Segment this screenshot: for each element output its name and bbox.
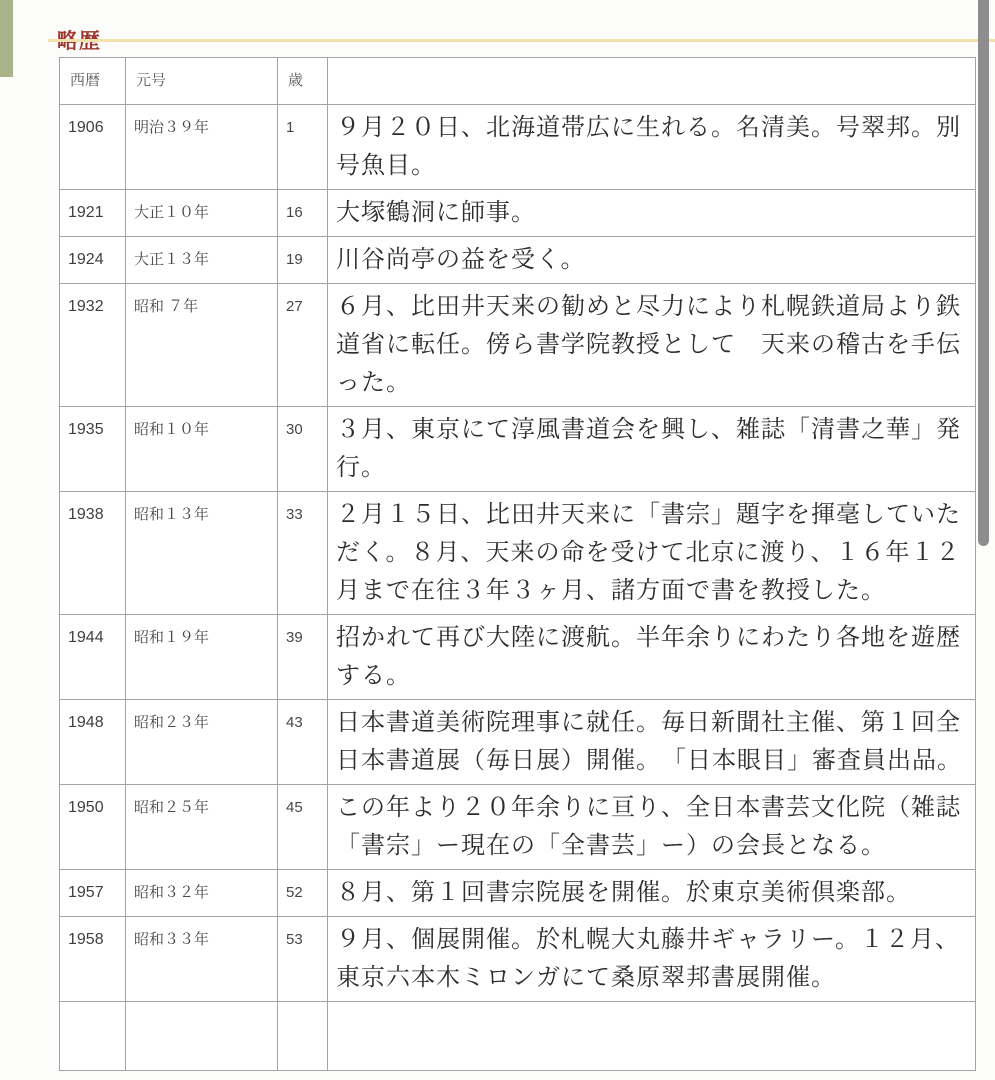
year-cell: 1906 bbox=[60, 105, 126, 190]
age-cell: 53 bbox=[278, 917, 328, 1002]
title-underline-rule bbox=[48, 39, 995, 42]
table-row bbox=[60, 492, 976, 615]
year-cell: 1935 bbox=[60, 407, 126, 492]
year-cell: 1948 bbox=[60, 700, 126, 785]
year-cell: 1924 bbox=[60, 237, 126, 284]
table-row bbox=[60, 700, 976, 785]
event-cell: ８月、第１回書宗院展を開催。於東京美術倶楽部。 bbox=[328, 870, 976, 917]
year-cell: 1958 bbox=[60, 917, 126, 1002]
year-cell: 1921 bbox=[60, 190, 126, 237]
accent-bar bbox=[0, 0, 13, 77]
era-cell: 昭和３２年 bbox=[126, 870, 278, 917]
age-cell: 19 bbox=[278, 237, 328, 284]
age-cell: 39 bbox=[278, 615, 328, 700]
table-row bbox=[60, 105, 976, 190]
event-cell: ３月、東京にて淳風書道会を興し、雑誌「清書之華」発行。 bbox=[328, 407, 976, 492]
era-cell bbox=[126, 1002, 278, 1071]
age-cell: 1 bbox=[278, 105, 328, 190]
table-row bbox=[60, 407, 976, 492]
era-cell: 大正１３年 bbox=[126, 237, 278, 284]
table-row bbox=[60, 284, 976, 407]
table-row bbox=[60, 917, 976, 1002]
table-row bbox=[60, 785, 976, 870]
event-cell: 日本書道美術院理事に就任。毎日新聞社主催、第１回全日本書道展（毎日展）開催。 「日本眼目」審査員出品。 bbox=[328, 700, 976, 785]
age-cell: 45 bbox=[278, 785, 328, 870]
event-cell: この年より２０年余りに亘り、全日本書芸文化院（雑誌「書宗」ー現在の「全書芸」ー）の会長となる。 bbox=[328, 785, 976, 870]
age-cell: 33 bbox=[278, 492, 328, 615]
era-cell: 昭和２５年 bbox=[126, 785, 278, 870]
age-cell bbox=[278, 1002, 328, 1071]
table-header-row bbox=[60, 58, 976, 105]
table-row bbox=[60, 615, 976, 700]
column-header-year: 西暦 bbox=[60, 58, 126, 105]
age-cell: 16 bbox=[278, 190, 328, 237]
era-cell: 明治３９年 bbox=[126, 105, 278, 190]
column-header-era: 元号 bbox=[126, 58, 278, 105]
table-row bbox=[60, 870, 976, 917]
event-cell: ６月、比田井天来の勧めと尽力により札幌鉄道局より鉄道省に転任。傍ら書学院教授として 天来の稽古を手伝った。 bbox=[328, 284, 976, 407]
era-cell: 昭和１０年 bbox=[126, 407, 278, 492]
event-cell: ９月、個展開催。於札幌大丸藤井ギャラリー。１２月、東京六本木ミロンガにて桑原翠邦書展開催。 bbox=[328, 917, 976, 1002]
history-table bbox=[59, 57, 976, 1071]
event-cell: 川谷尚亭の益を受く。 bbox=[328, 237, 976, 284]
vertical-scrollbar-thumb[interactable] bbox=[978, 0, 989, 546]
age-cell: 30 bbox=[278, 407, 328, 492]
year-cell: 1950 bbox=[60, 785, 126, 870]
column-header-age: 歳 bbox=[278, 58, 328, 105]
year-cell: 1938 bbox=[60, 492, 126, 615]
event-cell: 招かれて再び大陸に渡航。半年余りにわたり各地を遊歴する。 bbox=[328, 615, 976, 700]
year-cell: 1944 bbox=[60, 615, 126, 700]
age-cell: 27 bbox=[278, 284, 328, 407]
era-cell: 昭和１９年 bbox=[126, 615, 278, 700]
era-cell: 昭和 ７年 bbox=[126, 284, 278, 407]
era-cell: 大正１０年 bbox=[126, 190, 278, 237]
event-cell: ９月２０日、北海道帯広に生れる。名清美。号翠邦。別号魚目。 bbox=[328, 105, 976, 190]
era-cell: 昭和３３年 bbox=[126, 917, 278, 1002]
age-cell: 43 bbox=[278, 700, 328, 785]
event-cell bbox=[328, 1002, 976, 1071]
table-row bbox=[60, 237, 976, 284]
event-cell: ２月１５日、比田井天来に「書宗」題字を揮毫していただく。８月、天来の命を受けて北京に渡り、１６年１２月まで在往３年３ヶ月、諸方面で書を教授した。 bbox=[328, 492, 976, 615]
event-cell: 大塚鶴洞に師事。 bbox=[328, 190, 976, 237]
era-cell: 昭和１３年 bbox=[126, 492, 278, 615]
table-body bbox=[60, 105, 976, 1071]
age-cell: 52 bbox=[278, 870, 328, 917]
year-cell: 1957 bbox=[60, 870, 126, 917]
era-cell: 昭和２３年 bbox=[126, 700, 278, 785]
table-row bbox=[60, 190, 976, 237]
column-header-event bbox=[328, 58, 976, 105]
year-cell: 1932 bbox=[60, 284, 126, 407]
table-row bbox=[60, 1002, 976, 1071]
year-cell bbox=[60, 1002, 126, 1071]
